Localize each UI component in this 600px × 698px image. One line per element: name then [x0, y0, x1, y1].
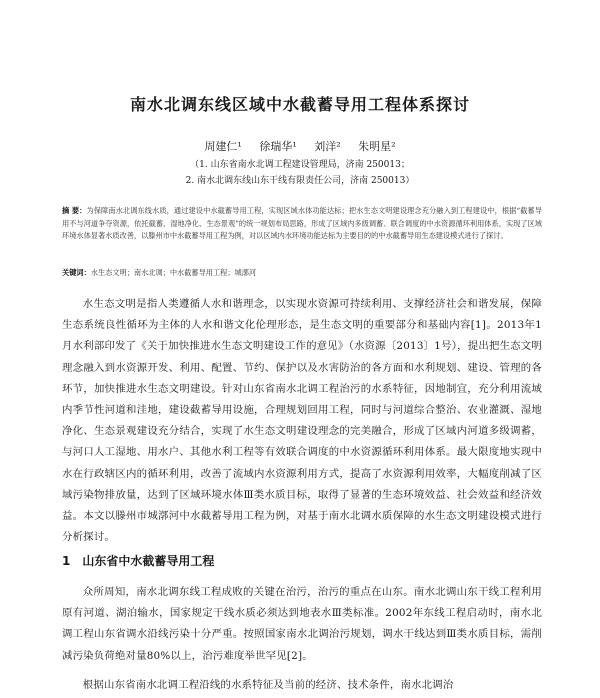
section-title: 山东省中水截蓄导用工程	[82, 554, 215, 568]
abstract-text: 为保障南水北调东线水质，通过建设中水截蓄导用工程，实现区域水体功能达标；把水生态文明建设理念充分融入到工程建设中，根据“截蓄导用不与河道争夺资源，依托截蓄、湿地净化、生态景观”的统一规划布局思路，形成了区域内多级调蓄、联合调度的中水资源循环利用体系，实现了区域环境水体显著水质改善，以滕州市中水截蓄导用工程为例，对以区域内水环境功能达标为主要目的的中水截蓄导用生态建设模式进行了探讨。	[62, 206, 542, 240]
keywords-block	[62, 267, 542, 279]
keywords-text: 水生态文明；南水北调；中水截蓄导用工程；城漷河	[90, 268, 257, 277]
abstract-label: 摘 要：	[62, 206, 87, 215]
abstract-block	[62, 205, 542, 243]
body-paragraph: 水生态文明是指人类遵循人水和谐理念，以实现水资源可持续利用、支撑经济社会和谐发展，保障生态系统良性循环为主体的人水和谐文化伦理形态，是生态文明的重要部分和基础内容[1]。2013年1月水利部印发了《关于加快推进水生态文明建设工作的意见》（水资源〔2013〕1号），提出把生态文明理念融入到水资源开发、利用、配置、节约、保护以及水害防治的各方面和水利规划、建设、管理的各环节，加快推进水生态文明建设。针对山东省南水北调工程治污的水系特征，因地制宜，充分利用流域内季节性河道和洼地，建设截蓄导用设施，合理规划回用工程，同时与河道综合整治、农业灌溉、湿地净化、生态景观建设充分结合，实现了水生态文明建设理念的完美融合，形成了区域内河道多级调蓄，与河口人工湿地、用水户、其他水利工程等有效联合调度的中水资源循环利用体系。最大限度地实现中水在行政辖区内的循环利用，改善了流域内水资源利用方式，提高了水资源利用效率，大幅度削减了区域污染物排放量，达到了区域环境水体Ⅲ类水质目标，取得了显著的生态环境效益、社会效益和经济效益。本文以滕州市城漷河中水截蓄导用工程为例，对基于南水北调水质保障的水生态文明建设模式进行分析探讨。	[62, 298, 542, 544]
section-number: 1	[62, 554, 71, 568]
keywords-label: 关键词：	[62, 268, 91, 277]
affiliation-1: （1. 山东省南水北调工程建设管理局，济南 250013；	[190, 160, 410, 170]
affiliation-2: 2. 南水北调东线山东干线有限责任公司，济南 250013）	[185, 176, 415, 186]
body-paragraph: 众所周知，南水北调东线工程成败的关键在治污，治污的重点在山东。南水北调山东干线工程利用原有河道、湖泊输水，国家规定干线水质必须达到地表水Ⅲ类标准。2002年东线工程启动时，南水北调工程山东省调水沿线污染十分严重。按照国家南水北调治污规划，调水干线达到Ⅲ类水质目标，需削减污染负荷绝对量80%以上，治污难度举世罕见[2]。	[62, 586, 542, 662]
paper-title: 南水北调东线区域中水截蓄导用工程体系探讨	[129, 95, 470, 114]
author-list: 周建仁¹ 徐瑞华¹ 刘洋² 朱明星²	[204, 140, 396, 153]
body-paragraph: 根据山东省南水北调工程沿线的水系特征及当前的经济、技术条件，南水北调治	[82, 679, 454, 691]
section-heading	[62, 552, 214, 569]
